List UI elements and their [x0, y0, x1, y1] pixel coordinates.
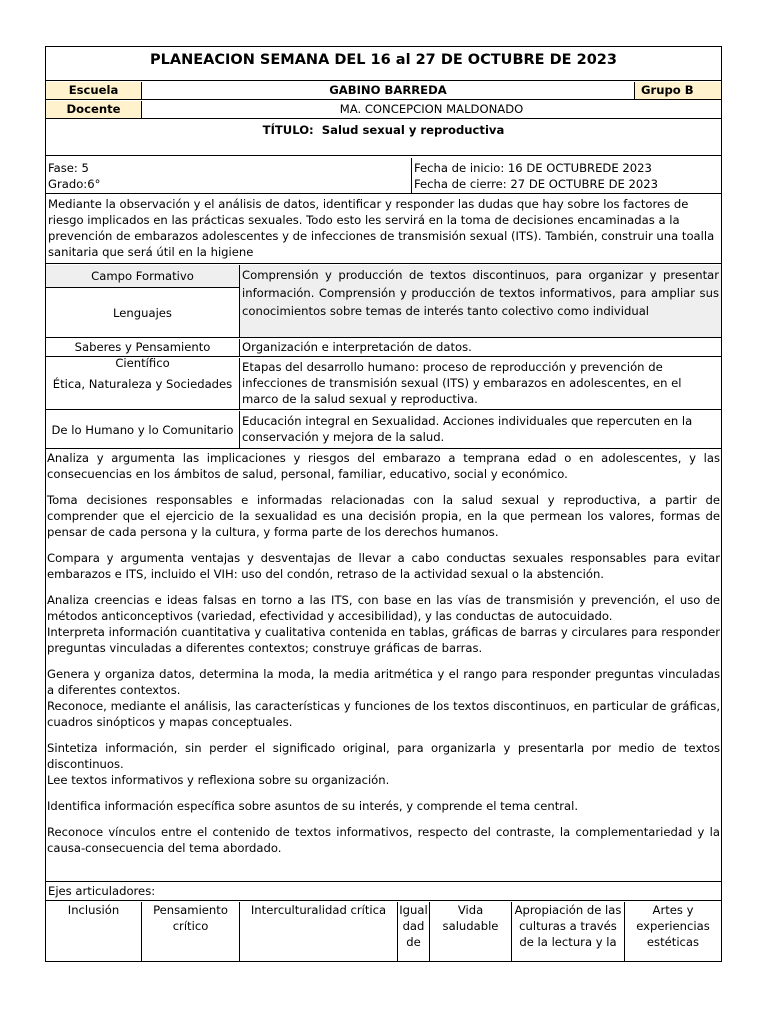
lenguajes-text: Comprensión y producción de textos discontinuos, para organizar y presentar información. Comprensión y producción de textos informativos, para ampliar sus conocimientos sobre temas de interés tanto colectivo como individual — [240, 265, 721, 337]
pda-item: Sintetiza información, sin perder el significado original, para organizarla y presentarla por medio de textos discontinuos. — [47, 741, 720, 771]
pda-item: Identifica información específica sobre asuntos de su interés, y comprende el tema central. — [47, 799, 579, 813]
pda-item: Compara y argumenta ventajas y desventajas de llevar a cabo conductas sexuales responsables para evitar embarazos e ITS, incluido el VIH: uso del condón, retraso de la actividad sexual o la abstención. — [47, 551, 720, 581]
proposito-text: Mediante la observación y el análisis de datos, identificar y responder las dudas que hay sobre los factores de riesgo implicados en las prácticas sexuales. Todo esto les servirá en la toma de decisiones encaminadas a la prevención de embarazos adolescentes y de infecciones de transmisión sexual (ITS). También, construir una toalla sanitaria que será útil en la higiene — [48, 197, 715, 259]
humano-label: De lo Humano y lo Comunitario — [46, 411, 240, 448]
ejes-table — [46, 902, 721, 962]
planning-sheet — [45, 46, 722, 962]
humano-row — [46, 411, 721, 449]
eje-apropiacion-culturas: Apropiación de las culturas a través de la lectura y la — [512, 902, 625, 962]
eje-vida-saludable: Vida saludable — [430, 902, 512, 962]
ejes-row — [46, 883, 721, 901]
pda-item: Lee textos informativos y reflexiona sobre su organización. — [47, 773, 390, 787]
lenguajes-label: Lenguajes — [113, 306, 172, 320]
titulo-value: Salud sexual y reproductiva — [321, 123, 505, 137]
eje-pensamiento-critico: Pensamiento crítico — [142, 902, 240, 962]
fecha-cierre: Fecha de cierre: 27 DE OCTUBRE DE 2023 — [414, 177, 659, 191]
pda-item: Toma decisiones responsables e informadas relacionadas con la salud sexual y reproductiva, a partir de comprender que el ejercicio de la sexualidad es una decisión propia, en la que permean los valores, formas de pensar de cada persona y la cultura, y forma parte de los derechos humanos. — [47, 493, 720, 539]
campo-label: Campo Formativo — [46, 265, 239, 288]
saberes-text: Organización e interpretación de datos. — [242, 340, 472, 354]
eje-igualdad: Igualdad de — [398, 902, 430, 962]
docente-label: Docente — [46, 101, 142, 118]
etica-row — [46, 358, 721, 410]
pda-item: Genera y organiza datos, determina la moda, la media aritmética y el rango para responder preguntas vinculadas a diferentes contextos. — [47, 667, 720, 697]
pda-section — [46, 450, 721, 882]
pda-item: Reconoce vínculos entre el contenido de textos informativos, respecto del contraste, la complementariedad y la causa-consecuencia del tema abordado. — [47, 825, 720, 855]
eje-artes: Artes y experiencias estéticas — [636, 903, 710, 949]
pda-item: Interpreta información cuantitativa y cualitativa contenida en tablas, gráficas de barras y circulares para responder preguntas vinculadas a diferentes contextos; construye gráficas de barras. — [47, 625, 720, 655]
escuela-value: GABINO BARREDA — [142, 82, 635, 99]
titulo-row — [46, 120, 721, 156]
pda-item: Analiza creencias e ideas falsas en torno a las ITS, con base en las vías de transmisión y prevención, el uso de métodos anticonceptivos (variedad, efectividad y accesibilidad), y las conductas de autocuidado. — [47, 593, 720, 623]
eje-inclusion: Inclusión — [46, 902, 142, 962]
pda-item: Reconoce, mediante el análisis, las características y funciones de los textos discontinuos, en particular de gráficas, cuadros sinópticos y mapas conceptuales. — [47, 699, 720, 729]
saberes-row — [46, 339, 721, 370]
titulo-line — [46, 120, 721, 138]
proposito-row — [46, 195, 721, 264]
lenguajes-row — [46, 265, 721, 338]
etica-label: Ética, Naturaleza y Sociedades — [46, 358, 240, 409]
grupo-value: Grupo B — [635, 82, 721, 99]
saberes-label: Saberes y Pensamiento Científico — [46, 339, 240, 356]
docente-value: MA. CONCEPCION MALDONADO — [339, 102, 524, 116]
fase-text: Fase: 5 — [48, 161, 89, 175]
escuela-row — [46, 82, 721, 100]
fase-grado-cell — [46, 158, 412, 193]
grado-text: Grado:6° — [48, 177, 101, 191]
fechas-cell — [412, 158, 721, 193]
titulo-label: TÍTULO: — [262, 123, 314, 137]
docente-row — [46, 101, 721, 119]
eje-interculturalidad: Interculturalidad crítica — [240, 902, 398, 962]
etica-text: Etapas del desarrollo humano: proceso de reproducción y prevención de infecciones de transmisión sexual (ITS) y embarazos en adolescentes, en el marco de la salud sexual y reproductiva. — [242, 360, 682, 406]
humano-text: Educación integral en Sexualidad. Acciones individuales que repercuten en la conservación y mejora de la salud. — [242, 414, 693, 444]
page-title: PLANEACION SEMANA DEL 16 al 27 DE OCTUBRE DE 2023 — [150, 52, 617, 68]
title-row — [46, 47, 721, 81]
campo-col — [46, 265, 240, 337]
pda-item: Analiza y argumenta las implicaciones y riesgos del embarazo a temprana edad o en adolescentes, y las consecuencias en los ámbitos de salud, personal, familiar, educativo, social y económico. — [47, 451, 720, 481]
fecha-inicio: Fecha de inicio: 16 DE OCTUBREDE 2023 — [414, 161, 652, 175]
fase-row — [46, 158, 721, 194]
escuela-label: Escuela — [46, 82, 142, 99]
ejes-label: Ejes articuladores: — [48, 884, 156, 898]
